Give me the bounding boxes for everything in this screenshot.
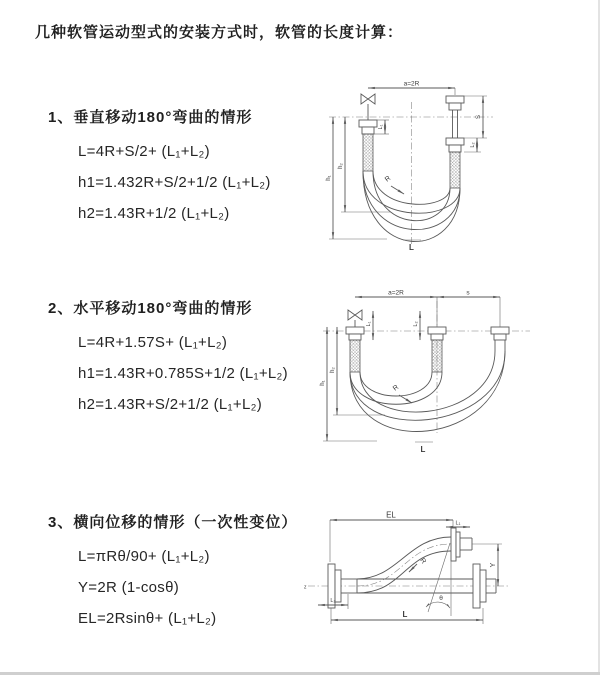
flange-plate (446, 138, 464, 145)
radius-callout (409, 557, 427, 572)
hose-centerline (357, 544, 451, 586)
dim-label-y: Y (490, 562, 497, 568)
dim-label-r: R (383, 174, 393, 184)
dimension-l1 (446, 521, 470, 528)
dimension-a-2r (368, 81, 455, 96)
dim-label-l2: L₂ (470, 142, 476, 148)
right-hose-end (491, 327, 509, 351)
right-hose-end (446, 96, 464, 188)
section-1-formula-L: L=4R+S/2+ (L₁+L₂) (78, 143, 210, 160)
dim-label-L: L (420, 445, 426, 454)
dim-label-h1: h₁ (320, 380, 326, 386)
flange-nut (456, 532, 460, 557)
section-3-formula-EL: EL=2Rsinθ+ (L₁+L₂) (78, 610, 217, 627)
valve-icon (348, 310, 362, 327)
flange-nut (494, 334, 506, 340)
angle-theta-construction (426, 543, 451, 616)
dim-label-L: L (409, 243, 414, 252)
braided-hose-section (432, 340, 442, 372)
dim-label-l1: L₁ (366, 321, 372, 327)
section-3-formula-L: L=πRθ/90+ (L₁+L₂) (78, 548, 210, 565)
diagram-lateral-svg (300, 508, 515, 643)
section-2-formula-h2: h2=1.43R+S/2+1/2 (L₁+L₂) (78, 396, 263, 413)
middle-hose-end (428, 327, 446, 372)
section-3-formula-Y: Y=2R (1-cosθ) (78, 579, 180, 596)
dim-label-h2: h₂ (330, 367, 336, 373)
flange-nut (335, 570, 341, 602)
valve-icon (361, 94, 375, 120)
dim-label-s: s (466, 289, 470, 297)
diagram-horizontal-svg (315, 283, 545, 455)
dimension-l1 (366, 311, 373, 340)
dimension-length (331, 608, 483, 624)
radius-callout (392, 384, 412, 403)
section-vertical-movement (48, 106, 271, 236)
dim-label-L: L (402, 610, 408, 619)
centerlines (329, 102, 493, 246)
flange-plate (451, 528, 456, 561)
dimension-el (330, 510, 453, 566)
left-hose-end (359, 120, 377, 171)
dimension-l2 (413, 311, 420, 340)
flange-nut (362, 127, 374, 134)
section-2-heading: 2、水平移动180°弯曲的情形 (48, 300, 253, 317)
section-1-formula-h1: h1=1.432R+S/2+1/2 (L₁+L₂) (78, 174, 271, 191)
diagram-vertical-svg (315, 76, 545, 252)
braided-hose-section (350, 340, 360, 372)
section-lateral-displacement (48, 511, 297, 641)
dim-label-l1: L₁ (455, 520, 461, 527)
braided-hose-section (363, 134, 373, 171)
braided-hose-section (450, 152, 460, 188)
section-1-formula-h2: h2=1.43R+1/2 (L₁+L₂) (78, 205, 230, 222)
flange-nut (431, 334, 443, 340)
dimension-h1 (326, 117, 387, 239)
dim-label-h2: h₂ (338, 163, 344, 169)
dim-label-a2r: a=2R (388, 289, 404, 297)
dimension-l2 (464, 138, 481, 152)
dim-label-a2r: a=2R (403, 80, 420, 88)
section-2-formula-h1: h1=1.43R+0.785S+1/2 (L₁+L₂) (78, 365, 288, 382)
flange-nut (449, 145, 461, 152)
dim-label-l2: L₂ (413, 321, 419, 327)
dim-label-s: S (476, 114, 482, 120)
diagram-vertical-180-bend (315, 76, 545, 252)
dim-label-h1: h₁ (326, 175, 332, 181)
flange-nut (480, 570, 486, 602)
left-hose-end (346, 327, 364, 372)
hose-curve (357, 537, 451, 579)
dim-label-l1: L₁ (378, 124, 384, 130)
flange-plate (428, 327, 446, 334)
section-1-heading: 1、垂直移动180°弯曲的情形 (48, 109, 253, 126)
flange-plate (491, 327, 509, 334)
section-horizontal-movement (48, 297, 288, 427)
dim-label-r: R (391, 383, 401, 393)
centerline-break-mark: z (304, 584, 307, 591)
flange-plate (473, 564, 480, 608)
displaced-hose-end (451, 528, 472, 561)
page-title: 几种软管运动型式的安装方式时，软管的长度计算： (35, 24, 404, 41)
diagram-horizontal-180-bend (315, 283, 545, 455)
dim-label-el: EL (386, 510, 396, 520)
dimension-s (437, 290, 500, 298)
flange-nut (349, 334, 361, 340)
dim-label-theta: θ (439, 595, 443, 602)
radius-callout (384, 175, 404, 194)
section-2-formula-L: L=4R+1.57S+ (L₁+L₂) (78, 334, 228, 351)
flange-plate (359, 120, 377, 127)
dimension-h1 (320, 327, 377, 441)
flange-plate (446, 96, 464, 103)
flange-plate (346, 327, 364, 334)
hose-u-arcs (350, 351, 505, 431)
dim-label-l2: L₂ (330, 598, 336, 604)
diagram-lateral-displacement (300, 508, 515, 643)
dim-label-r: R (418, 557, 427, 566)
section-3-heading: 3、横向位移的情形（一次性变位） (48, 514, 298, 531)
dimension-a-2r (355, 290, 500, 328)
length-callout (415, 442, 433, 454)
flange-nut (449, 103, 461, 110)
